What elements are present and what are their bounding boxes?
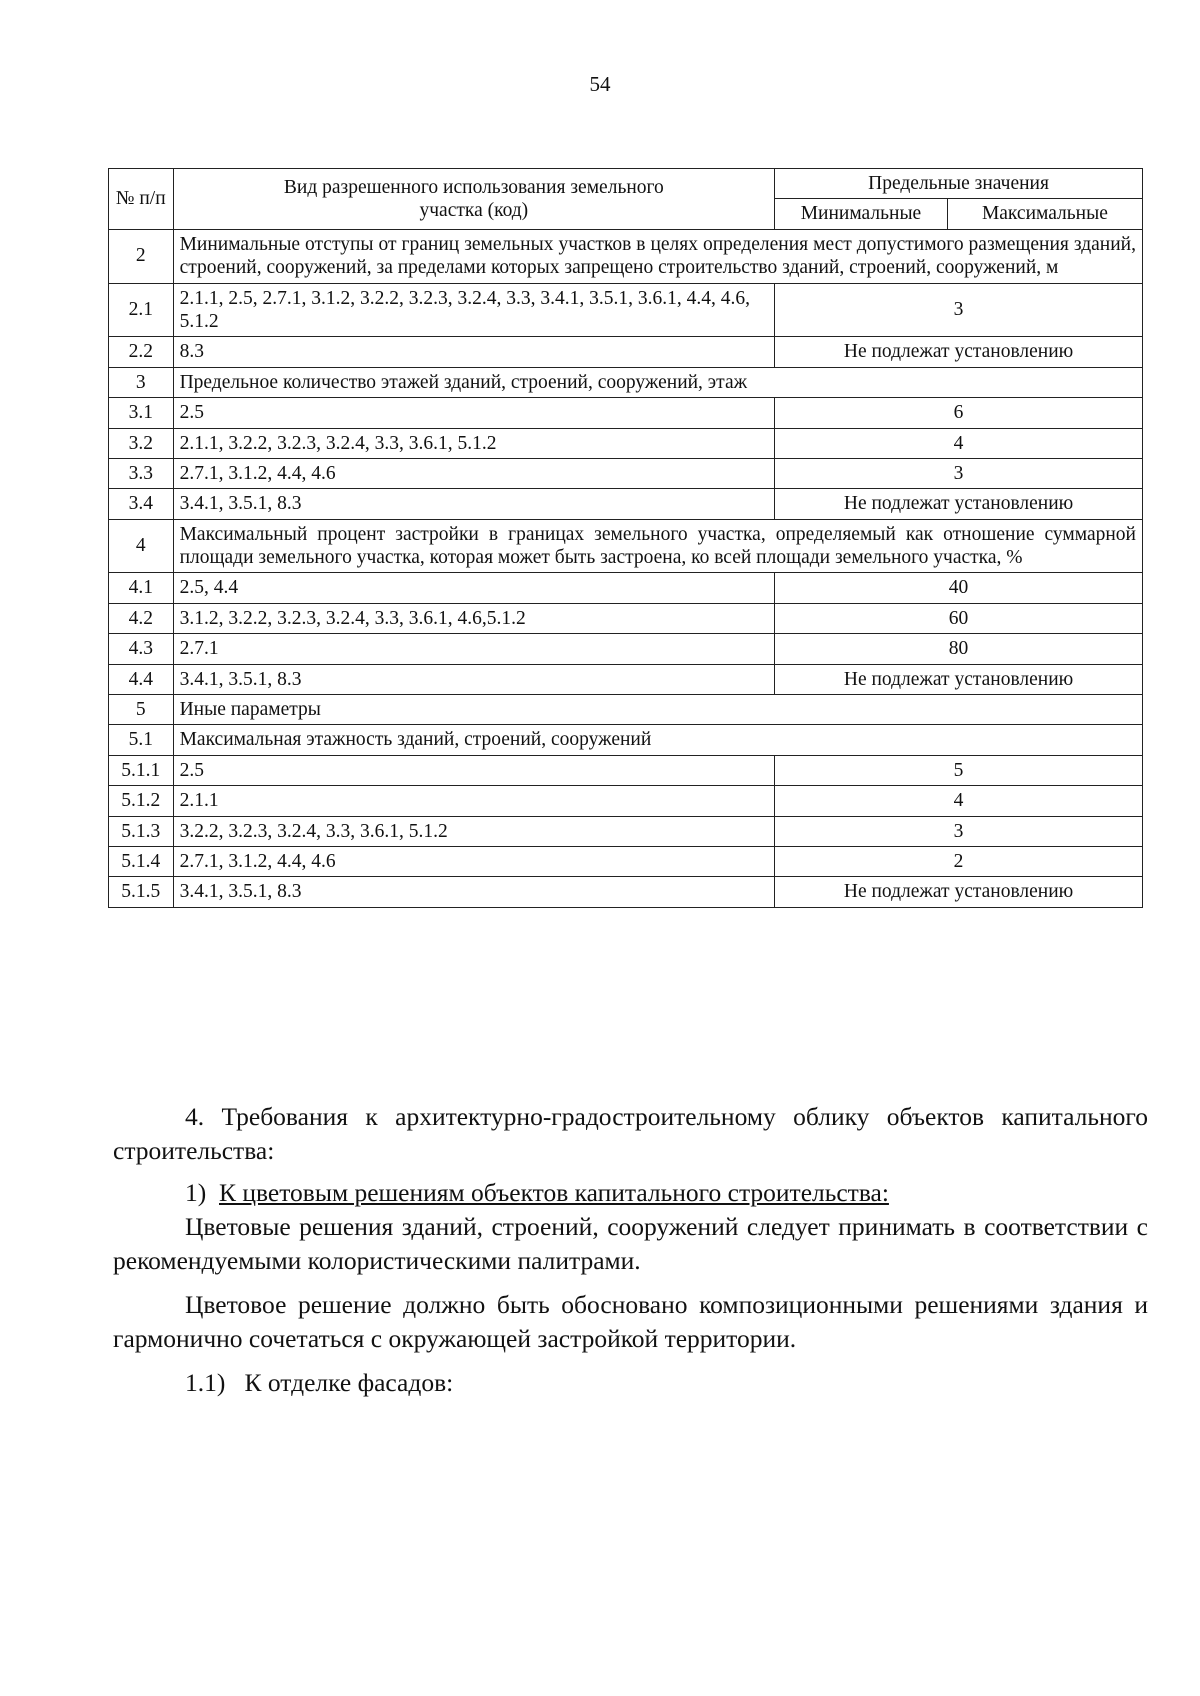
header-limits: Предельные значения xyxy=(775,169,1143,199)
table-row xyxy=(109,755,1143,785)
paragraph-2: Цветовое решение должно быть обосновано композиционными решениями здания и гармонично сочетаться с окружающей застройкой территории. xyxy=(113,1290,1148,1353)
use-codes: 2.5 xyxy=(173,755,775,785)
row-number: 3.2 xyxy=(109,428,174,458)
row-number: 4.2 xyxy=(109,603,174,633)
use-codes: 2.5 xyxy=(173,398,775,428)
use-codes: 3.4.1, 3.5.1, 8.3 xyxy=(173,664,775,694)
limit-value: 3 xyxy=(775,458,1143,488)
table-row xyxy=(109,846,1143,876)
limit-value: 40 xyxy=(775,573,1143,603)
row-number: 5.1.5 xyxy=(109,877,174,907)
limit-value: 3 xyxy=(775,283,1143,337)
use-codes: 2.7.1 xyxy=(173,634,775,664)
limit-value: Не подлежат установлению xyxy=(775,877,1143,907)
limit-value: 2 xyxy=(775,846,1143,876)
item-1-title: К цветовым решениям объектов капитального строительства: xyxy=(219,1178,889,1207)
section-title: Минимальные отступы от границ земельных участков в целях определения мест допустимого размещения зданий, строений, сооружений, за пределами которых запрещено строительство зданий, строений, сооружений, м xyxy=(173,229,1142,283)
table-section-row xyxy=(109,519,1143,573)
use-codes: 2.1.1, 3.2.2, 3.2.3, 3.2.4, 3.3, 3.6.1, 5.1.2 xyxy=(173,428,775,458)
header-num: № п/п xyxy=(109,169,174,230)
table-row xyxy=(109,337,1143,367)
table-section-row xyxy=(109,367,1143,397)
use-codes: 2.5, 4.4 xyxy=(173,573,775,603)
table-row xyxy=(109,573,1143,603)
row-number: 3 xyxy=(109,367,174,397)
table-row xyxy=(109,786,1143,816)
paragraph-1: Цветовые решения зданий, строений, сооружений следует принимать в соответствии с рекомендуемыми колористическими палитрами. xyxy=(113,1212,1148,1275)
table-section-row xyxy=(109,725,1143,755)
use-codes: 2.1.1 xyxy=(173,786,775,816)
section-title: Максимальный процент застройки в границах земельного участка, определяемый как отношение суммарной площади земельного участка, которая может быть застроена, ко всей площади земельного участка, % xyxy=(173,519,1142,573)
table-row xyxy=(109,428,1143,458)
header-min: Минимальные xyxy=(775,199,948,229)
use-codes: 3.4.1, 3.5.1, 8.3 xyxy=(173,489,775,519)
parameters-table xyxy=(108,168,1143,908)
requirements-heading: 4. Требования к архитектурно-градостроительному облику объектов капитального строительства: xyxy=(113,1102,1148,1165)
item-1-1-number: 1.1) xyxy=(185,1368,226,1397)
use-codes: 2.1.1, 2.5, 2.7.1, 3.1.2, 3.2.2, 3.2.3, 3.2.4, 3.3, 3.4.1, 3.5.1, 3.6.1, 4.4, 4.6, 5.1.2 xyxy=(173,283,775,337)
table-section-row xyxy=(109,229,1143,283)
header-kind: Вид разрешенного использования земельного участка (код) xyxy=(173,169,775,230)
item-1-1-title: К отделке фасадов: xyxy=(244,1368,454,1397)
table-row xyxy=(109,283,1143,337)
use-codes: 3.1.2, 3.2.2, 3.2.3, 3.2.4, 3.3, 3.6.1, 4.6,5.1.2 xyxy=(173,603,775,633)
section-title: Иные параметры xyxy=(173,695,1142,725)
row-number: 2.2 xyxy=(109,337,174,367)
page-number: 54 xyxy=(589,72,611,96)
table-row xyxy=(109,603,1143,633)
use-codes: 2.7.1, 3.1.2, 4.4, 4.6 xyxy=(173,458,775,488)
item-1-number: 1) xyxy=(185,1178,207,1207)
table-row xyxy=(109,664,1143,694)
use-codes: 2.7.1, 3.1.2, 4.4, 4.6 xyxy=(173,846,775,876)
table-row xyxy=(109,816,1143,846)
limit-value: 4 xyxy=(775,786,1143,816)
row-number: 5.1.4 xyxy=(109,846,174,876)
limit-value: 60 xyxy=(775,603,1143,633)
row-number: 4.3 xyxy=(109,634,174,664)
row-number: 5.1 xyxy=(109,725,174,755)
limit-value: 6 xyxy=(775,398,1143,428)
limit-value: 5 xyxy=(775,755,1143,785)
row-number: 3.1 xyxy=(109,398,174,428)
use-codes: 3.2.2, 3.2.3, 3.2.4, 3.3, 3.6.1, 5.1.2 xyxy=(173,816,775,846)
requirements-section xyxy=(113,1100,1148,1400)
table-row xyxy=(109,877,1143,907)
table-row xyxy=(109,398,1143,428)
limit-value: Не подлежат установлению xyxy=(775,337,1143,367)
limit-value: Не подлежат установлению xyxy=(775,664,1143,694)
row-number: 2.1 xyxy=(109,283,174,337)
row-number: 5.1.1 xyxy=(109,755,174,785)
table-row xyxy=(109,634,1143,664)
table-body xyxy=(109,229,1143,907)
section-title: Максимальная этажность зданий, строений, сооружений xyxy=(173,725,1142,755)
row-number: 4 xyxy=(109,519,174,573)
row-number: 4.4 xyxy=(109,664,174,694)
use-codes: 3.4.1, 3.5.1, 8.3 xyxy=(173,877,775,907)
item-1-1 xyxy=(113,1366,1148,1400)
use-codes: 8.3 xyxy=(173,337,775,367)
header-max: Максимальные xyxy=(947,199,1142,229)
table-row xyxy=(109,458,1143,488)
item-1 xyxy=(113,1176,1148,1210)
table-header-row xyxy=(109,169,1143,199)
table-section-row xyxy=(109,695,1143,725)
table-row xyxy=(109,489,1143,519)
row-number: 5 xyxy=(109,695,174,725)
section-title: Предельное количество этажей зданий, строений, сооружений, этаж xyxy=(173,367,1142,397)
row-number: 3.4 xyxy=(109,489,174,519)
limit-value: 80 xyxy=(775,634,1143,664)
row-number: 5.1.3 xyxy=(109,816,174,846)
row-number: 3.3 xyxy=(109,458,174,488)
limit-value: 4 xyxy=(775,428,1143,458)
row-number: 2 xyxy=(109,229,174,283)
row-number: 4.1 xyxy=(109,573,174,603)
limit-value: Не подлежат установлению xyxy=(775,489,1143,519)
row-number: 5.1.2 xyxy=(109,786,174,816)
limit-value: 3 xyxy=(775,816,1143,846)
